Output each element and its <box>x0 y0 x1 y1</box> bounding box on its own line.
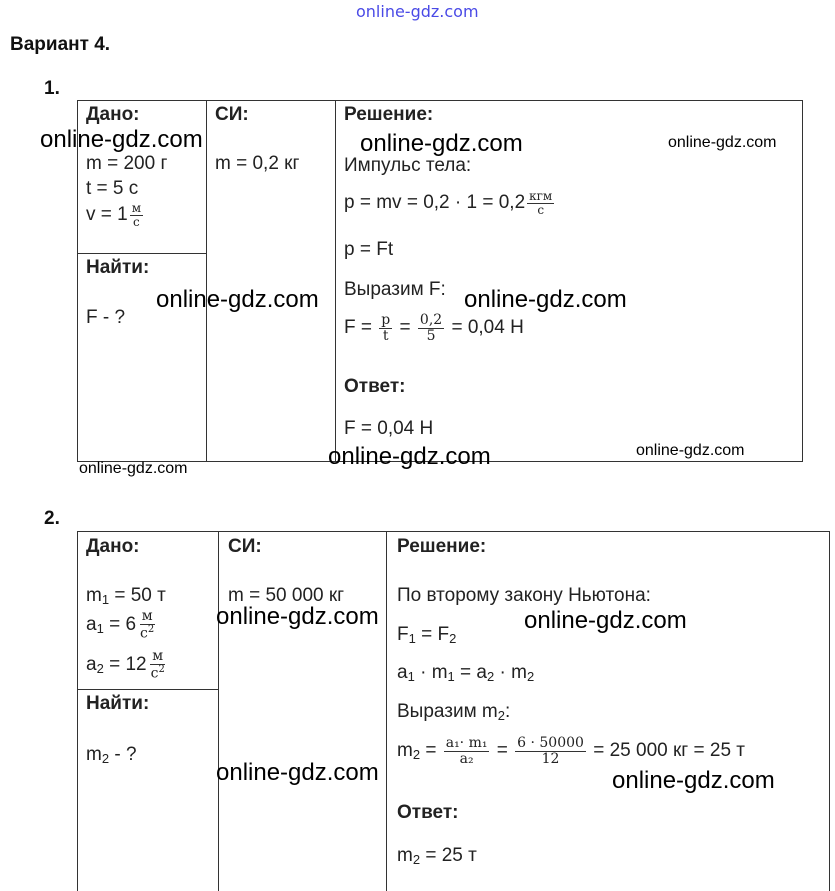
watermark: online-gdz.com <box>636 442 745 459</box>
watermark: online-gdz.com <box>216 603 379 630</box>
watermark: online-gdz.com <box>668 134 777 151</box>
p1-answer-header: Ответ: <box>344 376 406 397</box>
p2-f1-f2: $F_1 = F_2$ <box>397 624 457 646</box>
p1-impulse-formula: p = mv = 0,2 · 1 = 0,2 $\frac{\text{кгм}}{с}$ <box>344 189 553 217</box>
p1-given-time: t = 5 с <box>86 178 139 199</box>
p1-si-value: m = 0,2 кг <box>215 153 300 174</box>
p2-si-value: m = 50 000 кг <box>228 585 345 606</box>
watermark: online-gdz.com <box>360 130 523 157</box>
p1-impulse-label: Импульс тела: <box>344 155 472 176</box>
p2-newton-law: По второму закону Ньютона: <box>397 585 651 606</box>
p2-find-value: $m_2$ - ? <box>86 744 137 766</box>
watermark: online-gdz.com <box>156 286 319 313</box>
p2-express-m2: Выразим $m_2$: <box>397 701 511 723</box>
watermark: online-gdz.com <box>79 460 188 477</box>
p1-express-f: Выразим F: <box>344 279 446 300</box>
p2-si-header: СИ: <box>228 536 262 557</box>
p2-given-m1: $m_1 = 50$ т <box>86 585 166 607</box>
p2-given-a1: $a_1 = 6$ $\frac{м}{с^2}$ <box>86 608 155 642</box>
p2-given-a2: $a_2 = 12$ $\frac{м}{с^2}$ <box>86 648 165 682</box>
p1-find-header: Найти: <box>86 257 150 278</box>
p2-answer-value: $m_2 = 25$ т <box>397 845 477 867</box>
watermark: online-gdz.com <box>216 759 379 786</box>
site-link[interactable]: online-gdz.com <box>356 2 479 21</box>
p2-dano-header: Дано: <box>86 536 140 557</box>
watermark: online-gdz.com <box>40 126 203 153</box>
p1-find-value: F - ? <box>86 307 126 328</box>
p1-force-formula: F = $\frac{p}{t}$ = $\frac{0,2}{5}$ = 0,04 Н <box>344 312 524 344</box>
p2-solution-header: Решение: <box>397 536 487 557</box>
p1-dano-header: Дано: <box>86 104 140 125</box>
watermark: online-gdz.com <box>328 443 491 470</box>
problem-1-number: 1. <box>44 78 60 99</box>
p1-answer-value: F = 0,04 Н <box>344 418 434 439</box>
watermark: online-gdz.com <box>524 607 687 634</box>
variant-title: Вариант 4. <box>10 34 111 55</box>
problem-2-number: 2. <box>44 508 60 529</box>
p1-given-mass: m = 200 г <box>86 153 168 174</box>
p2-am-equation: $a_1 \cdot m_1 = a_2 \cdot m_2$ <box>397 662 535 684</box>
p2-answer-header: Ответ: <box>397 802 459 823</box>
p2-find-header: Найти: <box>86 693 150 714</box>
p2-m2-formula: $m_2$ = $\frac{\text{a₁· m₁}}{\text{a₂}}$ = $\frac{6 \cdot 50000}{12}$ = 25 000 кг = 25 т <box>397 735 745 767</box>
p1-given-velocity: v = 1 $\frac{м}{с}$ <box>86 201 142 229</box>
p1-si-header: СИ: <box>215 104 249 125</box>
p1-p-ft: p = Ft <box>344 239 394 260</box>
watermark: online-gdz.com <box>464 286 627 313</box>
watermark: online-gdz.com <box>612 767 775 794</box>
p1-solution-header: Решение: <box>344 104 434 125</box>
